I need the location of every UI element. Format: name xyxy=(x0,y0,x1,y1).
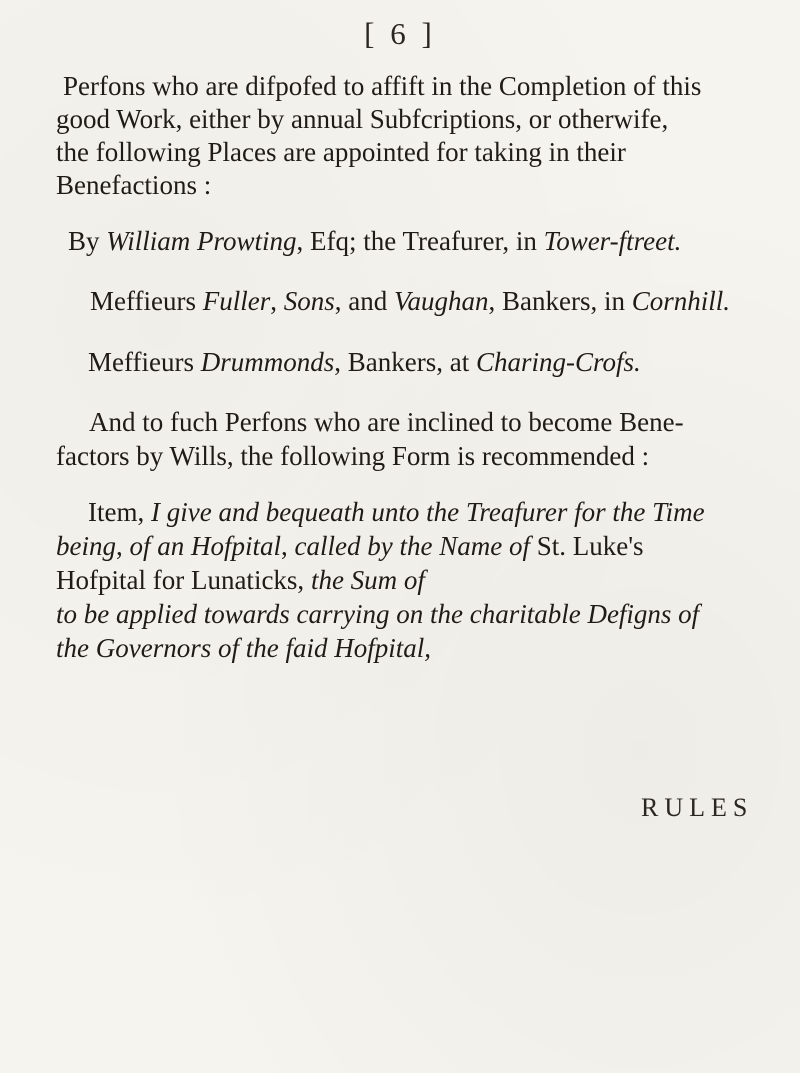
form-l1-text: I give and bequeath unto the Treafurer for the Time xyxy=(150,497,705,527)
form-l2-called: called by the Name of xyxy=(294,531,530,561)
place-drummonds xyxy=(88,346,641,379)
form-l2-comma2: , xyxy=(281,531,295,561)
form-line-4 xyxy=(56,598,699,631)
place-fuller-location: Cornhill. xyxy=(631,286,730,316)
intro-line-2: good Work, either by annual Subfcriptions, or otherwife, xyxy=(56,104,669,134)
place-fuller-rest: , Bankers, in xyxy=(488,286,632,316)
form-line-2 xyxy=(56,530,644,563)
place-drummonds-name: Drummonds xyxy=(200,347,335,377)
form-l3-plain: Hofpital for Lunaticks, xyxy=(56,565,311,595)
form-l5-text: the Governors of the faid Hofpital, xyxy=(56,633,431,663)
intro-line-1: Perfons who are difpofed to affift in the Completion of this xyxy=(63,71,702,101)
place-fuller-name3: Vaughan xyxy=(393,286,489,316)
form-l2-comma: , xyxy=(116,531,130,561)
bequest-intro-line-1: And to fuch Perfons who are inclined to become Bene- xyxy=(89,407,684,437)
form-l2-hospital: of an Hofpital xyxy=(129,531,282,561)
catchword: RULES xyxy=(641,793,754,822)
place-treasurer-by: By xyxy=(68,226,107,256)
form-line-3 xyxy=(56,564,425,597)
form-line-1 xyxy=(88,496,705,529)
form-line-5 xyxy=(56,632,431,665)
intro-line-4: Benefactions : xyxy=(56,170,212,200)
place-drummonds-by: Meffieurs xyxy=(88,347,201,377)
form-l4-text: to be applied towards carrying on the charitable Defigns of xyxy=(56,599,700,629)
place-drummonds-location: Charing-Crofs. xyxy=(475,347,641,377)
place-treasurer xyxy=(68,225,681,258)
place-fuller-name2: Sons xyxy=(283,286,335,316)
form-l2-being: being xyxy=(56,531,116,561)
bequest-intro-line-2: factors by Wills, the following Form is recommended : xyxy=(56,441,650,471)
place-treasurer-location: Tower-ftreet. xyxy=(543,226,682,256)
form-l3-sum: the Sum of xyxy=(310,565,425,595)
form-item-label: Item, xyxy=(88,497,151,527)
page-number: [ 6 ] xyxy=(364,16,436,51)
place-fuller-sep1: , xyxy=(270,286,284,316)
place-treasurer-rest: , Efq; the Treafurer, in xyxy=(296,226,544,256)
place-fuller-sep2: , and xyxy=(334,286,394,316)
place-treasurer-name: William Prowting xyxy=(106,226,297,256)
place-fuller-by: Meffieurs xyxy=(90,286,203,316)
place-fuller xyxy=(90,285,730,318)
place-fuller-name: Fuller xyxy=(202,286,271,316)
intro-line-3: the following Places are appointed for taking in their xyxy=(56,137,626,167)
place-drummonds-rest: , Bankers, at xyxy=(334,347,476,377)
form-l2-st-lukes: St. Luke's xyxy=(529,531,644,561)
